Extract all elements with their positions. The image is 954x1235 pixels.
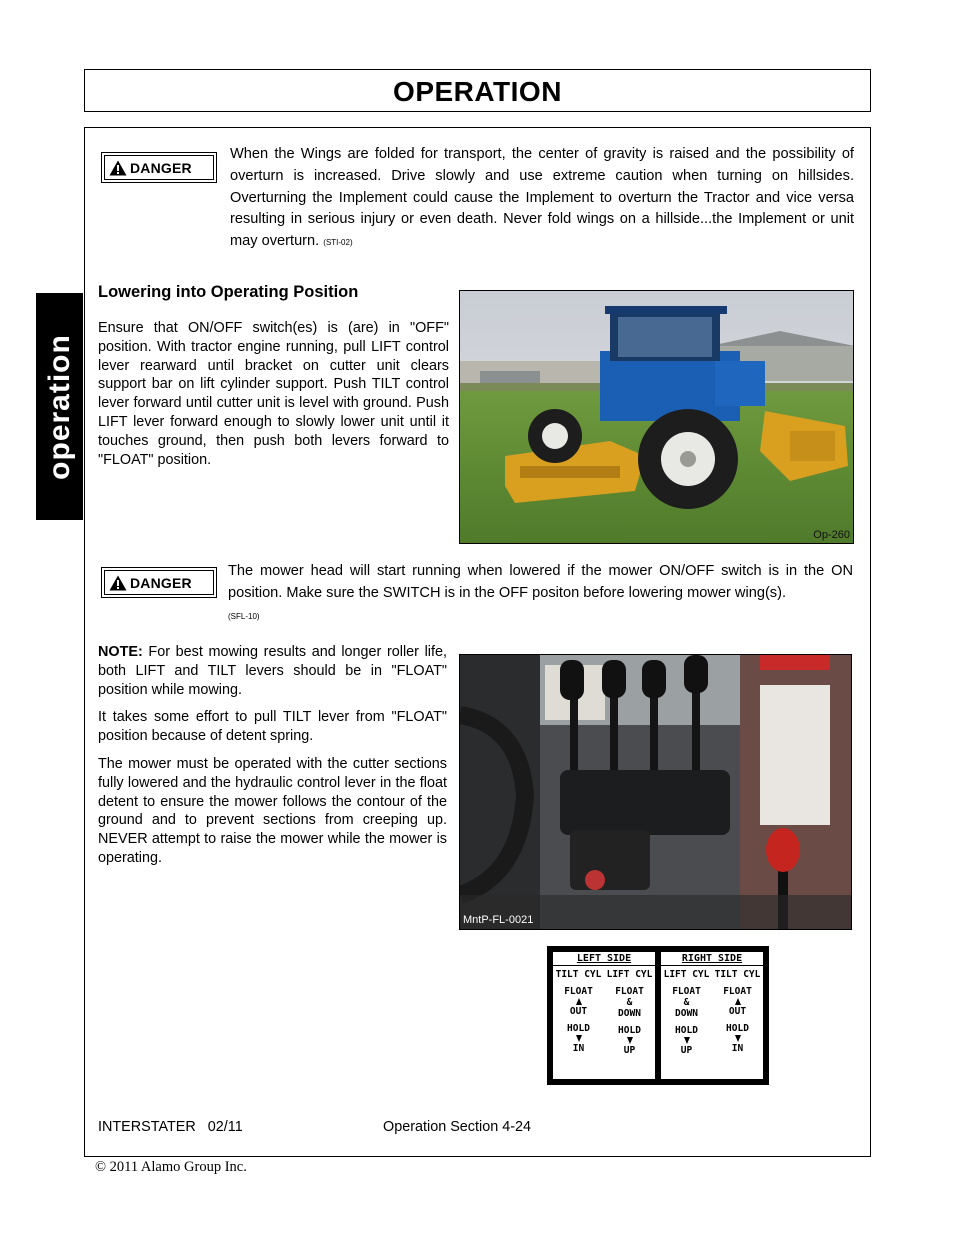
decal-bottom-label: IN (731, 1043, 744, 1054)
decal-column-head: LIFT CYL (663, 969, 710, 980)
section-side-tab (36, 293, 83, 520)
danger-code: (SFL-10) (228, 611, 260, 621)
decal-mid-label: OUT (728, 1006, 747, 1017)
page-title: OPERATION (393, 76, 562, 107)
decal-side-title: RIGHT SIDE (661, 952, 763, 966)
lever-control-decal (547, 946, 769, 1085)
decal-lift-column (661, 966, 712, 1056)
operating-paragraph: The mower must be operated with the cutter sections fully lowered and the hydraulic control lever in the float detent to ensure the mower follows the contour of the ground and to prevent sections from creeping up. NEVER attempt to raise the mower while the mower is operating. (98, 756, 447, 866)
decal-bottom-label: UP (680, 1045, 693, 1056)
copyright-notice: © 2011 Alamo Group Inc. (95, 1159, 247, 1175)
warning-triangle-icon (109, 160, 127, 176)
decal-right-side (660, 951, 764, 1080)
danger-text: The mower head will start running when lowered if the mower ON/OFF switch is in the ON position. Make sure the SWITCH is in the OFF positon before lowering mower wing(s). (228, 563, 853, 601)
control-levers-photo (459, 654, 852, 930)
decal-column-head: TILT CYL (555, 969, 602, 980)
levers-illustration (460, 655, 852, 930)
danger-label: DANGER (130, 574, 192, 591)
decal-tilt-column (712, 966, 763, 1056)
danger-message-wings (230, 144, 854, 254)
photo-caption: Op-260 (813, 529, 850, 541)
decal-top-label: FLOAT (615, 986, 644, 997)
detent-paragraph: It takes some effort to pull TILT lever from "FLOAT" position because of detent spring. (98, 709, 447, 744)
decal-side-title: LEFT SIDE (553, 952, 655, 966)
danger-code: (STI-02) (323, 238, 353, 248)
danger-label: DANGER (130, 159, 192, 176)
danger-message-switch (228, 561, 853, 626)
lowering-instructions: Ensure that ON/OFF switch(es) is (are) in "OFF" position. With tractor engine running, pull LIFT control lever rearward until bracket on cutter unit clears support bar on lift cylinder support. Push TILT control lever forward until cutter unit is level with ground. Push LIFT lever forward enough to slowly lower unit until it touches ground, then push both levers forward to "FLOAT" position. (98, 320, 449, 468)
note-label: NOTE: (98, 644, 143, 660)
danger-badge (101, 567, 217, 598)
decal-column-head: LIFT CYL (606, 969, 653, 980)
arrow-down-icon (576, 1035, 582, 1042)
decal-hold-label: HOLD (675, 1025, 698, 1036)
decal-mid-label: OUT (569, 1006, 588, 1017)
decal-column-head: TILT CYL (714, 969, 761, 980)
decal-top-label: FLOAT (723, 986, 752, 997)
arrow-down-icon (627, 1037, 633, 1044)
decal-bottom-label: IN (572, 1043, 585, 1054)
note-paragraph (98, 643, 447, 699)
decal-lift-column (604, 966, 655, 1056)
arrow-down-icon (684, 1037, 690, 1044)
decal-mid-label: DOWN (675, 1008, 698, 1019)
decal-top-label: FLOAT (672, 986, 701, 997)
section-heading: Lowering into Operating Position (98, 283, 359, 301)
decal-tilt-column (553, 966, 604, 1056)
decal-mid-label: DOWN (618, 1008, 641, 1019)
decal-hold-label: HOLD (567, 1023, 590, 1034)
decal-bottom-label: UP (623, 1045, 636, 1056)
side-tab-label: operation (42, 333, 76, 480)
note-text: For best mowing results and longer roller life, both LIFT and TILT levers should be in "FLOAT" position while mowing. (98, 644, 447, 698)
tractor-illustration (460, 291, 854, 544)
decal-amp-label: & (626, 997, 633, 1008)
arrow-up-icon (735, 998, 741, 1005)
decal-hold-label: HOLD (726, 1023, 749, 1034)
decal-top-label: FLOAT (564, 986, 593, 997)
page-header (84, 69, 871, 112)
decal-amp-label: & (683, 997, 690, 1008)
footer-model-date: INTERSTATER 02/11 (98, 1119, 243, 1135)
danger-text: When the Wings are folded for transport, the center of gravity is raised and the possibility of overturn is increased. Drive slowly and use extreme caution when turning on hillsides. Overturning the Implement could cause the Implement to overturn the Tractor and vice versa resulting in serious injury or even death. Never fold wings on a hillside...the Implement or unit may overturn. (230, 146, 854, 250)
arrow-down-icon (735, 1035, 741, 1042)
footer-section-page: Operation Section 4-24 (383, 1119, 531, 1135)
decal-left-side (552, 951, 656, 1080)
warning-triangle-icon (109, 575, 127, 591)
tractor-photo (459, 290, 854, 544)
photo-caption: MntP-FL-0021 (463, 914, 534, 926)
arrow-up-icon (576, 998, 582, 1005)
danger-badge (101, 152, 217, 183)
decal-hold-label: HOLD (618, 1025, 641, 1036)
